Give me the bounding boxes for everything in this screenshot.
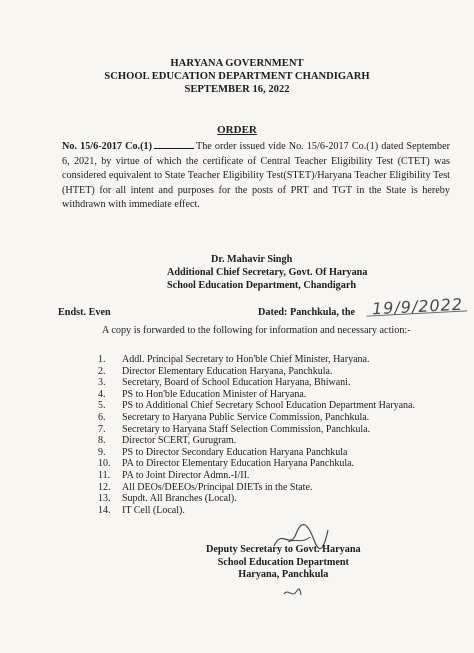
recipient-item xyxy=(98,505,452,517)
recipient-item xyxy=(98,412,452,424)
recipient-number: 10. xyxy=(98,458,111,470)
header-date: SEPTEMBER 16, 2022 xyxy=(184,84,290,95)
handwritten-date: 19/9/2022 xyxy=(371,294,464,319)
recipient-item xyxy=(98,493,452,505)
initial-scribble xyxy=(282,586,302,600)
recipient-text: PS to Director Secondary Education Haryana Panchkula xyxy=(122,446,348,458)
department-name: SCHOOL EDUCATION DEPARTMENT CHANDIGARH xyxy=(104,71,370,82)
recipient-number: 12. xyxy=(98,481,111,493)
recipient-number: 8. xyxy=(98,435,106,447)
recipient-item xyxy=(98,400,452,412)
dated-label: Dated: Panchkula, the xyxy=(258,307,356,318)
recipient-number: 7. xyxy=(98,423,106,435)
recipient-text: Director SCERT, Gurugram. xyxy=(122,435,237,447)
signatory-block-1 xyxy=(167,253,367,293)
recipient-item xyxy=(98,424,452,436)
blank-line xyxy=(154,140,194,149)
recipient-item xyxy=(98,389,452,401)
recipient-list xyxy=(98,354,452,516)
deputy-secretary-designation: Deputy Secretary to Govt. Haryana xyxy=(206,544,361,555)
recipient-text: PS to Additional Chief Secretary School Education Department Haryana. xyxy=(122,400,415,412)
recipient-text: Addl. Principal Secretary to Hon'ble Chief Minister, Haryana. xyxy=(122,354,370,365)
recipient-item xyxy=(98,366,452,378)
forward-text: A copy is forwarded to the following for information and necessary action:- xyxy=(102,325,411,336)
endorsement-label: Endst. Even xyxy=(58,307,111,318)
order-body: The order issued vide No. 15/6-2017 Co.(1) dated September 6, 2021, by virtue of which the certificate of Central Teacher Eligibility Test (CTET) was considered equivalent to State Teacher Eligibility Test(STET)/Haryana Teacher Eligibility Test (HTET) for all intent and purposes for the posts of PRT and TGT in the State is hereby withdrawn with immediate effect. xyxy=(62,141,450,211)
deputy-secretary-department: School Education Department xyxy=(217,556,349,568)
deputy-secretary-place: Haryana, Panchkula xyxy=(238,569,329,581)
recipient-text: PA to Joint Director Admn.-I/II. xyxy=(122,469,250,481)
recipient-item xyxy=(98,470,452,482)
recipient-item xyxy=(98,377,452,389)
signatory-designation: Additional Chief Secretary, Govt. Of Haryana xyxy=(167,267,368,279)
recipient-text: Secretary to Haryana Staff Selection Commission, Panchkula. xyxy=(122,423,371,435)
recipient-text: PA to Director Elementary Education Haryana Panchkula. xyxy=(122,458,355,470)
recipient-item xyxy=(98,354,452,366)
recipient-number: 1. xyxy=(98,354,106,365)
order-paragraph xyxy=(62,140,450,213)
signatory-department: School Education Department, Chandigarh xyxy=(167,280,357,292)
recipient-text: All DEOs/DEEOs/Principal DIETs in the State. xyxy=(122,481,313,493)
recipient-number: 2. xyxy=(98,365,106,377)
recipient-number: 11. xyxy=(98,469,111,481)
recipient-item xyxy=(98,447,452,459)
order-reference-number: No. 15/6-2017 Co.(1) xyxy=(62,141,152,152)
recipient-number: 9. xyxy=(98,446,106,458)
letterhead xyxy=(0,57,474,96)
recipient-text: Director Elementary Education Haryana, Panchkula. xyxy=(122,365,333,377)
recipient-text: Supdt. All Branches (Local). xyxy=(122,493,237,505)
recipient-text: IT Cell (Local). xyxy=(122,504,185,516)
recipient-number: 14. xyxy=(98,504,111,516)
recipient-number: 6. xyxy=(98,411,106,423)
recipient-number: 5. xyxy=(98,400,106,412)
order-title: ORDER xyxy=(217,124,257,136)
recipient-number: 4. xyxy=(98,388,106,400)
recipient-item xyxy=(98,458,452,470)
signatory-name: Dr. Mahavir Singh xyxy=(211,254,293,265)
recipient-text: Secretary, Board of School Education Haryana, Bhiwani. xyxy=(122,377,351,389)
recipient-text: Secretary to Haryana Public Service Commission, Panchkula. xyxy=(122,411,370,423)
recipient-item xyxy=(98,435,452,447)
recipient-text: PS to Hon'ble Education Minister of Haryana. xyxy=(122,388,307,400)
recipient-item xyxy=(98,482,452,494)
signatory-block-2 xyxy=(206,544,361,582)
recipient-number: 3. xyxy=(98,377,106,389)
government-name: HARYANA GOVERNMENT xyxy=(170,58,304,69)
recipient-number: 13. xyxy=(98,493,111,505)
